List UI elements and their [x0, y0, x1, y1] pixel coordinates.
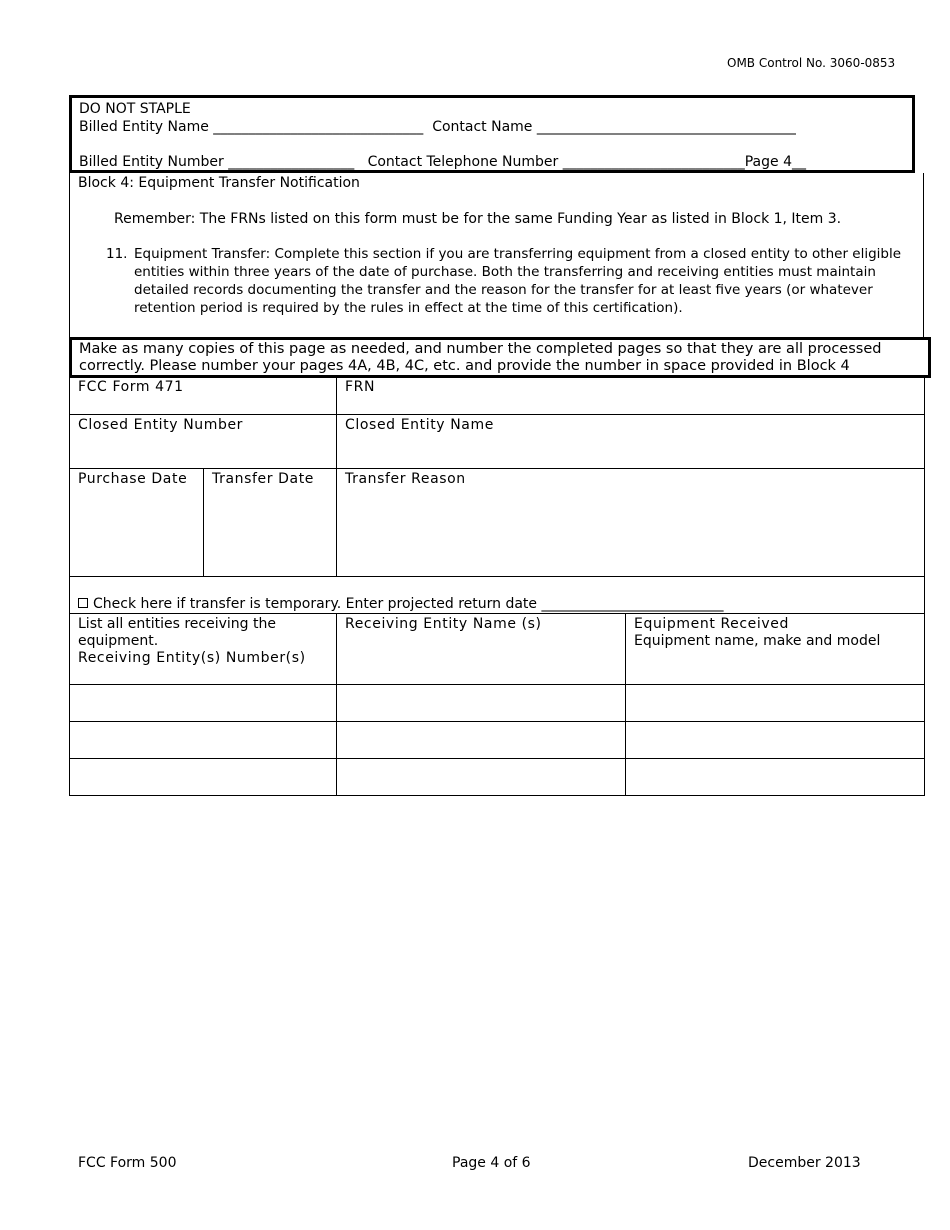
- footer-date: December 2013: [748, 1155, 861, 1171]
- equipment-received-cell[interactable]: [626, 722, 925, 759]
- list-entities-label: List all entities receiving the equipment.: [78, 616, 276, 649]
- receiving-entity-number-cell[interactable]: [70, 722, 337, 759]
- omb-control-number: OMB Control No. 3060-0853: [727, 56, 896, 70]
- receiving-entity-names-header: Receiving Entity Name (s): [337, 614, 626, 685]
- do-not-staple-label: DO NOT STAPLE: [79, 101, 191, 117]
- billed-entity-header-box: [69, 95, 915, 173]
- copies-instruction-box: [69, 337, 931, 378]
- receiving-entity-numbers-label: Receiving Entity(s) Number(s): [78, 650, 306, 666]
- fcc-form-471-field[interactable]: FCC Form 471: [70, 377, 337, 415]
- remember-note: Remember: The FRNs listed on this form must be for the same Funding Year as listed in Block 1, Item 3.: [114, 211, 842, 227]
- frn-field[interactable]: FRN: [337, 377, 925, 415]
- equipment-transfer-table: [69, 376, 925, 796]
- item-number: 11.: [106, 246, 128, 262]
- transfer-date-field[interactable]: Transfer Date: [204, 469, 337, 577]
- receiving-entity-number-cell[interactable]: [70, 759, 337, 796]
- footer-form-name: FCC Form 500: [78, 1155, 177, 1171]
- billed-entity-number-line: Billed Entity Number __________________ Contact Telephone Number __________________________Page 4__: [79, 154, 806, 170]
- temporary-transfer-label: Check here if transfer is temporary. Enter projected return date __________________________: [93, 596, 724, 612]
- equipment-received-label: Equipment Received: [634, 616, 789, 632]
- copies-instruction-text: Make as many copies of this page as needed, and number the completed pages so that they are all processed correctly. Please number your pages 4A, 4B, 4C, etc. and provide the number in space provided in Block 4: [79, 341, 882, 374]
- equipment-received-cell[interactable]: [626, 759, 925, 796]
- transfer-reason-field[interactable]: Transfer Reason: [337, 469, 925, 577]
- item-11-text: Equipment Transfer: Complete this section if you are transferring equipment from a closed entity to other eligible entities within three years of the date of purchase. Both the transferring and receiving entities must maintain detailed records documenting the transfer and the reason for the transfer for at least five years (or whatever retention period is required by the rules in effect at the time of this certification).: [134, 246, 902, 316]
- equipment-received-header: [626, 614, 925, 685]
- footer-page-number: Page 4 of 6: [452, 1155, 531, 1171]
- table-row: [70, 685, 925, 722]
- temporary-transfer-row: [70, 577, 925, 614]
- equipment-received-cell[interactable]: [626, 685, 925, 722]
- billed-entity-name-line: Billed Entity Name ______________________________ Contact Name _____________________________________: [79, 119, 796, 135]
- equipment-name-model-label: Equipment name, make and model: [634, 633, 881, 649]
- receiving-entity-name-cell[interactable]: [337, 722, 626, 759]
- table-row: [70, 722, 925, 759]
- receiving-entity-name-cell[interactable]: [337, 759, 626, 796]
- table-row: [70, 759, 925, 796]
- purchase-date-field[interactable]: Purchase Date: [70, 469, 204, 577]
- block4-section: [69, 173, 924, 337]
- closed-entity-number-field[interactable]: Closed Entity Number: [70, 415, 337, 469]
- block4-title: Block 4: Equipment Transfer Notification: [78, 175, 360, 191]
- receiving-entities-header: [70, 614, 337, 685]
- closed-entity-name-field[interactable]: Closed Entity Name: [337, 415, 925, 469]
- receiving-entity-number-cell[interactable]: [70, 685, 337, 722]
- receiving-entity-name-cell[interactable]: [337, 685, 626, 722]
- temporary-transfer-checkbox[interactable]: [78, 598, 88, 608]
- item-11-equipment-transfer: [106, 245, 906, 317]
